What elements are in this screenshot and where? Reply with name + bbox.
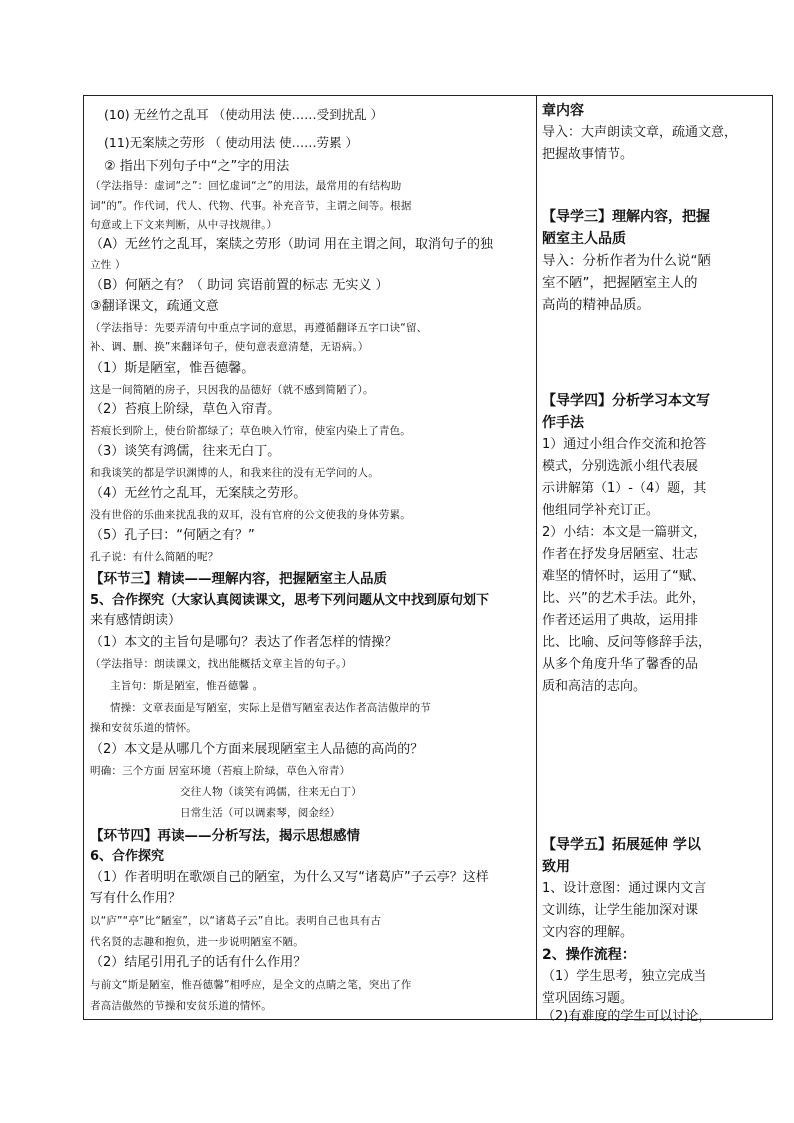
translation-1: 这是一间简陋的房子，只因我的品德好（就不感到简陋了）。 [90, 384, 374, 396]
zhi-example-a-cont: 立性 ） [90, 259, 126, 271]
translation-3: 和我谈笑的都是学识渊博的人，和我来往的没有无学问的人。 [90, 467, 379, 479]
translation-4: 没有世俗的乐曲来扰乱我的双耳，没有官府的公文使我的身体劳累。 [90, 509, 411, 521]
guide-line: 章内容 [542, 103, 584, 119]
guide-line: 文内容的理解。 [542, 925, 634, 940]
guide-line: 把握故事情节。 [542, 147, 634, 162]
answer-aspect-2: 交往人物（谈笑有鸿儒，往来无白丁） [180, 786, 362, 798]
section-heading-3: 【环节三】精读——理解内容，把握陋室主人品质 [90, 571, 387, 587]
source-sentence-2: （2）苔痕上阶绿，草色入帘青。 [90, 402, 281, 417]
answer-aspect-3: 日常生活（可以调素琴，阅金经） [180, 807, 341, 819]
column-divider [536, 96, 537, 1019]
source-sentence-3: （3）谈笑有鸿儒，往来无白丁。 [90, 444, 281, 459]
guide-line: 难坚的情怀时，运用了“赋、 [542, 569, 705, 584]
task-zhi-usage: ② 指出下列句子中“之”字的用法 [104, 159, 290, 174]
source-sentence-4: （4）无丝竹之乱耳，无案牍之劳形。 [90, 486, 307, 501]
answer-6-1-cont: 代名贤的志趣和抱负，进一步说明陋室不陋。 [90, 936, 304, 948]
answer-6-1: 以“庐”“亭”比“陋室”，以“诸葛子云”自比。表明自己也具有古 [90, 915, 382, 927]
study-tip-line: 词“的”。作代词，代人、代物、代事。补充音节，主谓之间等。根据 [90, 200, 412, 212]
zhi-example-b: （B）何陋之有？（ 助词 宾语前置的标志 无实义 ） [90, 278, 389, 293]
guide-line: 室不陋”，把握陋室主人的 [542, 275, 698, 291]
theme-sentence: 主旨句：斯是陋室，惟吾德馨 。 [110, 680, 264, 692]
guide-line: （2)有难度的学生可以讨论， [542, 1009, 712, 1024]
question-6-2: （2）结尾引用孔子的话有什么作用？ [90, 955, 307, 970]
question-6-1-cont: 写有什么作用？ [90, 891, 182, 906]
guide-line: 比、比喻、反问等修辞手法， [542, 635, 712, 650]
question-2: （2）本文是从哪几个方面来展现陋室主人品德的高尚的？ [90, 742, 424, 757]
study-tip-line: 补、调、删、换”来翻译句子，使句意表意清楚，无语病。） [90, 341, 369, 353]
guide-line: 他组同学补充订正。 [542, 503, 660, 518]
guide-heading-3-cont: 陋室主人品质 [542, 231, 626, 247]
question-1: （1）本文的主旨句是哪句？表达了作者怎样的情操？ [90, 635, 398, 650]
guide-line: 1、设计意图：通过课内文言 [542, 881, 707, 896]
lesson-plan-table [83, 95, 773, 1024]
guide-line: 比、兴”的艺术手法。此外， [542, 591, 705, 606]
section-heading-4: 【环节四】再读——分析写法，揭示思想感情 [90, 828, 360, 844]
vocab-item-10: (10) 无丝竹之乱耳 （使动用法 使……受到扰乱 ） [104, 107, 384, 122]
guide-line: 2、操作流程： [542, 947, 636, 963]
guide-line: 从多个角度升华了馨香的品 [542, 657, 699, 672]
translation-5: 孔子说：有什么简陋的呢？ [90, 551, 219, 563]
guide-line: 导入：大声朗读文章，疏通文意， [542, 125, 738, 140]
guide-line: 模式，分别选派小组代表展 [542, 459, 699, 474]
task-translate: ③翻译课文，疏通文意 [90, 299, 219, 314]
answer-aspects: 明确：三个方面 居室环境（苔痕上阶绿，草色入帘青） [90, 765, 351, 777]
zhi-example-a: （A）无丝竹之乱耳，案牍之劳形（助词 用在主谓之间，取消句子的独 [90, 237, 494, 252]
source-sentence-5: （5）孔子曰：“何陋之有？” [90, 528, 255, 543]
sentiment-answer-cont: 操和安贫乐道的情怀。 [90, 722, 197, 734]
guide-line: 质和高洁的志向。 [542, 679, 647, 694]
guide-line: 1）通过小组合作交流和抢答 [542, 437, 707, 452]
task-5-cont: 来有感情朗读） [90, 613, 182, 628]
task-6: 6、合作探究 [90, 849, 165, 864]
source-sentence-1: （1）斯是陋室，惟吾德馨。 [90, 361, 255, 376]
translation-2: 苔痕长到阶上，使台阶都绿了；草色映入竹帘，使室内染上了青色。 [90, 425, 411, 437]
study-tip-line: （学法指导：朗读课文，找出能概括文章主旨的句子。） [90, 658, 353, 670]
answer-6-2: 与前文“斯是陋室，惟吾德馨”相呼应，是全文的点睛之笔，突出了作 [90, 979, 412, 991]
guide-heading-5: 【导学五】拓展延伸 学以 [542, 837, 701, 853]
guide-line: （1）学生思考，独立完成当 [542, 969, 707, 984]
guide-heading-4-cont: 作手法 [542, 415, 584, 431]
guide-line: 作者还运用了典故，运用排 [542, 613, 699, 628]
study-tip-line: 句意或上下文来判断，从中寻找规律。） [90, 219, 278, 231]
guide-line: 示讲解第（1）-（4）题，其 [542, 481, 707, 496]
guide-line: 2）小结：本文是一篇骈文， [542, 525, 707, 540]
guide-line: 文训练，让学生能加深对课 [542, 903, 699, 918]
guide-line: 堂巩固练习题。 [542, 991, 634, 1006]
task-5: 5、合作探究（大家认真阅读课文，思考下列问题从文中找到原句划下 [90, 593, 490, 608]
question-6-1: （1）作者明明在歌颂自己的陋室，为什么又写“诸葛庐”子云亭？这样 [90, 870, 489, 885]
sentiment-answer: 情操：文章表面是写陋室，实际上是借写陋室表达作者高洁傲岸的节 [110, 702, 431, 714]
study-tip-line: （学法指导：先要弄清句中重点字词的意思，再遵循翻译五字口诀“留、 [90, 322, 428, 334]
guide-heading-5-cont: 致用 [542, 859, 570, 875]
guide-heading-4: 【导学四】分析学习本文写 [542, 393, 710, 409]
vocab-item-11: (11)无案牍之劳形 （ 使动用法 使……劳累 ） [104, 135, 359, 150]
guide-line: 高尚的精神品质。 [542, 297, 650, 313]
guide-line: 导入：分析作者为什么说“陋 [542, 253, 711, 269]
study-tip-line: （学法指导：虚词“之”：回忆虚词“之”的用法，最常用的有结构助 [90, 180, 402, 192]
guide-line: 作者在抒发身居陋室、壮志 [542, 547, 699, 562]
guide-heading-3: 【导学三】理解内容，把握 [542, 209, 710, 225]
answer-6-2-cont: 者高洁傲然的节操和安贫乐道的情怀。 [90, 1000, 272, 1012]
